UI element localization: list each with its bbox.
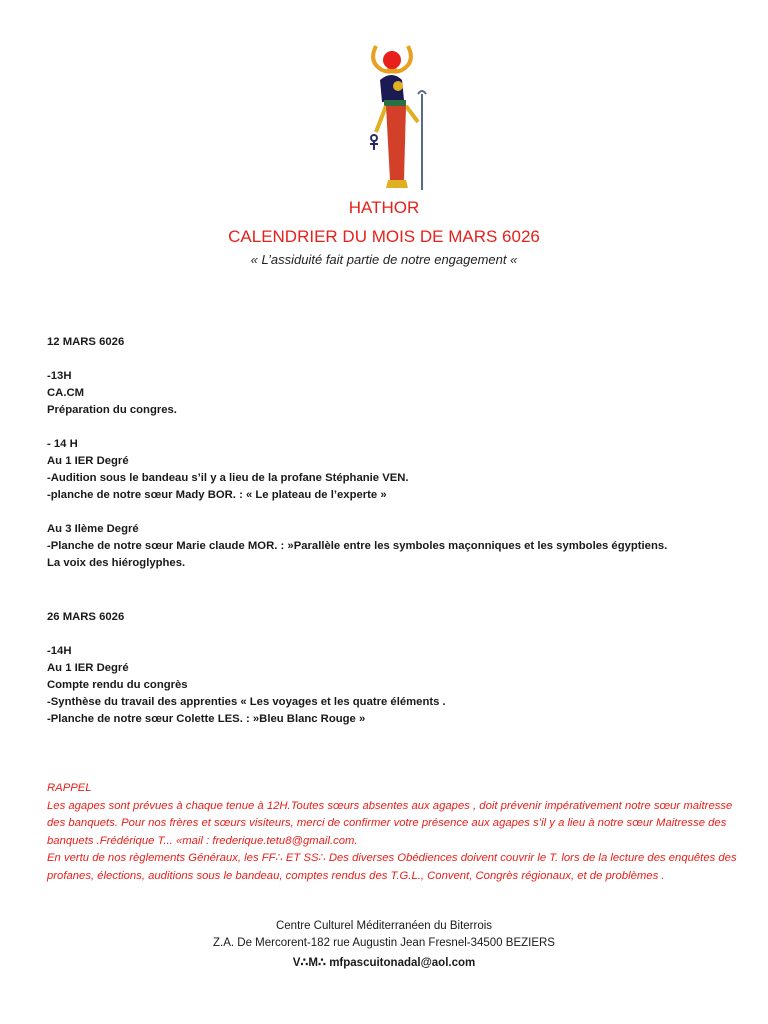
- calendar-title: CALENDRIER DU MOIS DE MARS 6026: [228, 227, 540, 246]
- session-26-march: [47, 609, 747, 728]
- session-desc: Préparation du congres.: [47, 404, 177, 416]
- motto: « L’assiduité fait partie de notre engagement «: [250, 252, 518, 267]
- reminder-paragraph: En vertu de nos règlements Généraux, les FF∴ ET SS∴ Des diverses Obédiences doivent couvrir le T. lors de la lecture des enquêtes des profanes, élections, auditions sous le bandeau, comptes rendus des T.G.L., Convent, Congrès régionaux, et de problèmes .: [47, 852, 737, 882]
- session-time: - 14 H: [47, 438, 78, 450]
- footer-contact: V∴M∴ mfpascuitonadal@aol.com: [292, 957, 476, 969]
- session-date: 12 MARS 6026: [47, 336, 125, 348]
- list-item: -Audition sous le bandeau s’il y a lieu de la profane Stéphanie VEN.: [47, 472, 409, 484]
- session-degree: Au 1 IER Degré: [47, 455, 129, 467]
- list-item: -Planche de notre sœur Colette LES. : »Bleu Blanc Rouge »: [47, 713, 366, 725]
- session-degree: Au 1 IER Degré: [47, 662, 129, 674]
- session-time: -13H: [47, 370, 72, 382]
- page-title: HATHOR: [348, 198, 420, 217]
- reminder-paragraph: Les agapes sont prévues à chaque tenue à 12H.Toutes sœurs absentes aux agapes , doit prévenir impérativement notre sœur maitresse des banquets. Pour nos frères et sœurs visiteurs, merci de confirmer votre présence aux agapes s’il y a lieu à notre sœur Maitresse des banquets .Frédérique T... «mail : frederique.tetu8@gmail.com.: [47, 799, 733, 847]
- reminder-section: [47, 780, 737, 885]
- list-item: Compte rendu du congrès: [47, 679, 188, 691]
- session-date: 26 MARS 6026: [47, 611, 125, 623]
- reminder-title: RAPPEL: [47, 782, 92, 794]
- list-item: -planche de notre sœur Mady BOR. : « Le plateau de l’experte »: [47, 489, 387, 501]
- session-12-march: [47, 334, 747, 572]
- footer-address: Z.A. De Mercorent-182 rue Augustin Jean Fresnel-34500 BEZIERS: [213, 937, 555, 949]
- session-time: -14H: [47, 645, 72, 657]
- hathor-figure-icon: [362, 40, 432, 192]
- session-title: CA.CM: [47, 387, 85, 399]
- footer-organization: Centre Culturel Méditerranéen du Biterrois: [275, 920, 493, 932]
- session-degree: Au 3 Ilème Degré: [47, 523, 139, 535]
- list-item: -Planche de notre sœur Marie claude MOR. : »Parallèle entre les symboles maçonniques et les symboles égyptiens.: [47, 540, 668, 552]
- list-item: La voix des hiéroglyphes.: [47, 557, 186, 569]
- list-item: -Synthèse du travail des apprenties « Les voyages et les quatre éléments .: [47, 696, 446, 708]
